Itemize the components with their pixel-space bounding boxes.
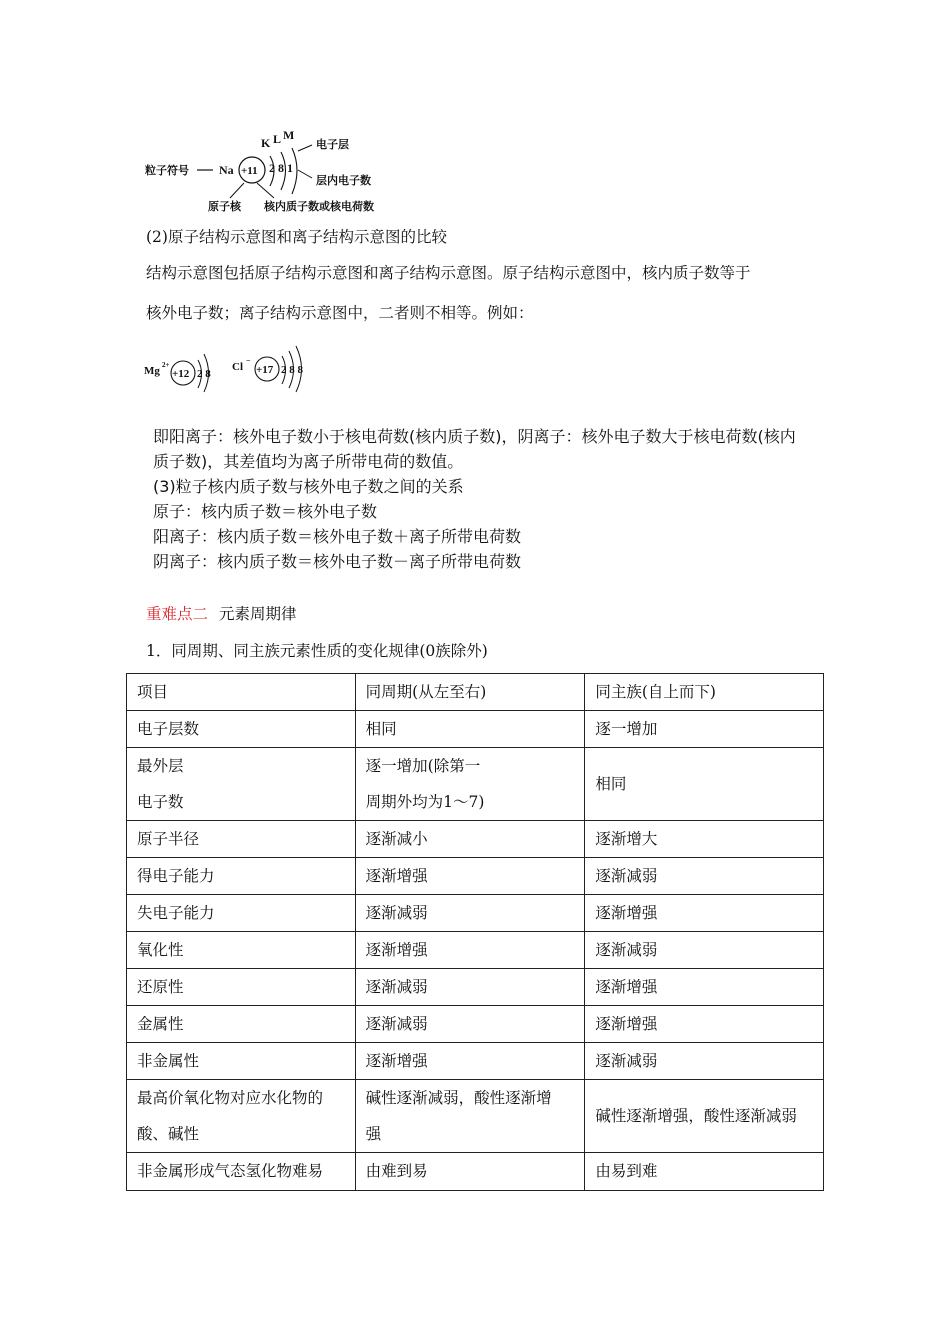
ion-note-line-3: (3)粒子核内质子数与核外电子数之间的关系 — [153, 477, 464, 496]
row-period-line-1: 碱性逐渐减弱，酸性逐渐增 — [365, 1089, 552, 1107]
row-period: 逐渐增强 — [355, 858, 585, 895]
row-item-line-1: 最高价氧化物对应水化物的 — [137, 1089, 324, 1107]
row-item — [127, 748, 356, 821]
header-period: 同周期(从左至右) — [355, 674, 585, 711]
shell-letter-l: L — [273, 132, 282, 146]
row-period-line-2: 周期外均为1～7) — [365, 793, 485, 811]
row-item: 得电子能力 — [127, 858, 356, 895]
table-caption: 1．同周期、同主族元素性质的变化规律(0族除外) — [146, 642, 488, 660]
electron-shell-label: 电子层 — [316, 139, 349, 151]
row-period: 逐渐增强 — [355, 932, 585, 969]
mg-charge: 2+ — [162, 361, 170, 369]
row-group: 逐渐增强 — [585, 895, 824, 932]
row-period: 相同 — [355, 711, 585, 748]
row-group: 逐渐减弱 — [585, 1043, 824, 1080]
row-period: 逐渐增强 — [355, 1043, 585, 1080]
mg-nucleus: +12 — [172, 368, 190, 380]
key-point-title: 元素周期律 — [218, 605, 297, 623]
row-item: 氧化性 — [127, 932, 356, 969]
periodic-law-table — [126, 673, 824, 1191]
table-row — [127, 895, 824, 932]
ion-note-line-5: 阳离子：核内质子数＝核外电子数＋离子所带电荷数 — [153, 527, 522, 546]
row-item: 电子层数 — [127, 711, 356, 748]
paragraph-line-1: 结构示意图包括原子结构示意图和离子结构示意图。原子结构示意图中，核内质子数等于 — [146, 264, 751, 282]
mg-electrons: 2 8 — [197, 368, 211, 380]
header-item: 项目 — [127, 674, 356, 711]
ion-note-line-4: 原子：核内质子数＝核外电子数 — [153, 502, 378, 521]
row-period-line-1: 逐一增加(除第一 — [365, 757, 481, 775]
table-row — [127, 969, 824, 1006]
shell-letter-m: M — [283, 128, 295, 142]
na-electrons: 2 8 1 — [269, 161, 293, 175]
na-structure-diagram — [140, 128, 410, 218]
row-item: 非金属形成气态氢化物难易 — [127, 1153, 356, 1191]
row-group: 逐一增加 — [585, 711, 824, 748]
row-item: 非金属性 — [127, 1043, 356, 1080]
row-period: 逐渐减小 — [355, 821, 585, 858]
ion-notes — [153, 424, 796, 574]
table-row — [127, 748, 824, 821]
section-title-comparison: (2)原子结构示意图和离子结构示意图的比较 — [146, 228, 447, 246]
ion-note-line-1: 即阳离子：核外电子数小于核电荷数(核内质子数)，阴离子：核外电子数大于核电荷数(核内 — [153, 427, 796, 446]
row-item: 金属性 — [127, 1006, 356, 1043]
row-group: 相同 — [585, 748, 824, 821]
key-point-label: 重难点二 — [146, 605, 209, 623]
table-row — [127, 1043, 824, 1080]
row-group: 逐渐减弱 — [585, 858, 824, 895]
row-item-line-1: 最外层 — [137, 757, 184, 775]
na-nucleus-charge: +11 — [241, 165, 258, 177]
cl-electrons: 2 8 8 — [281, 364, 303, 376]
row-item: 失电子能力 — [127, 895, 356, 932]
cl-charge: − — [246, 356, 251, 365]
row-group: 碱性逐渐增强，酸性逐渐减弱 — [585, 1080, 824, 1153]
row-period: 逐渐减弱 — [355, 969, 585, 1006]
row-period: 由难到易 — [355, 1153, 585, 1191]
row-period: 逐渐减弱 — [355, 895, 585, 932]
key-point-heading — [146, 603, 296, 625]
header-group: 同主族(自上而下) — [585, 674, 824, 711]
row-item: 还原性 — [127, 969, 356, 1006]
table-row — [127, 1153, 824, 1191]
row-item-line-2: 电子数 — [137, 793, 184, 811]
electrons-in-shell-label: 层内电子数 — [316, 175, 371, 187]
table-header-row — [127, 674, 824, 711]
ion-note-line-2: 质子数)，其差值均为离子所带电荷的数值。 — [153, 452, 464, 471]
table-row — [127, 711, 824, 748]
row-group: 逐渐减弱 — [585, 932, 824, 969]
ion-note-line-6: 阴离子：核内质子数＝核外电子数－离子所带电荷数 — [153, 552, 522, 571]
row-period-line-2: 强 — [365, 1125, 382, 1143]
table-row — [127, 1006, 824, 1043]
table-row — [127, 1080, 824, 1153]
cl-nucleus: +17 — [256, 364, 274, 376]
row-period: 逐渐减弱 — [355, 1006, 585, 1043]
row-item-line-2: 酸、碱性 — [137, 1125, 200, 1143]
table-row — [127, 858, 824, 895]
row-period — [355, 1080, 585, 1153]
cl-symbol: Cl — [232, 361, 243, 373]
row-group: 由易到难 — [585, 1153, 824, 1191]
shell-letter-k: K — [261, 136, 271, 150]
row-item: 原子半径 — [127, 821, 356, 858]
mg-symbol: Mg — [144, 365, 160, 377]
row-item — [127, 1080, 356, 1153]
row-group: 逐渐增强 — [585, 969, 824, 1006]
ion-structure-diagrams — [140, 342, 340, 397]
row-period — [355, 748, 585, 821]
proton-label: 核内质子数或核电荷数 — [264, 201, 374, 213]
nucleus-label: 原子核 — [208, 201, 241, 213]
table-row — [127, 932, 824, 969]
particle-symbol-label: 粒子符号 — [145, 165, 189, 177]
row-group: 逐渐增大 — [585, 821, 824, 858]
paragraph-line-2: 核外电子数；离子结构示意图中，二者则不相等。例如： — [146, 304, 534, 322]
na-symbol: Na — [219, 163, 234, 177]
table-row — [127, 821, 824, 858]
row-group: 逐渐增强 — [585, 1006, 824, 1043]
